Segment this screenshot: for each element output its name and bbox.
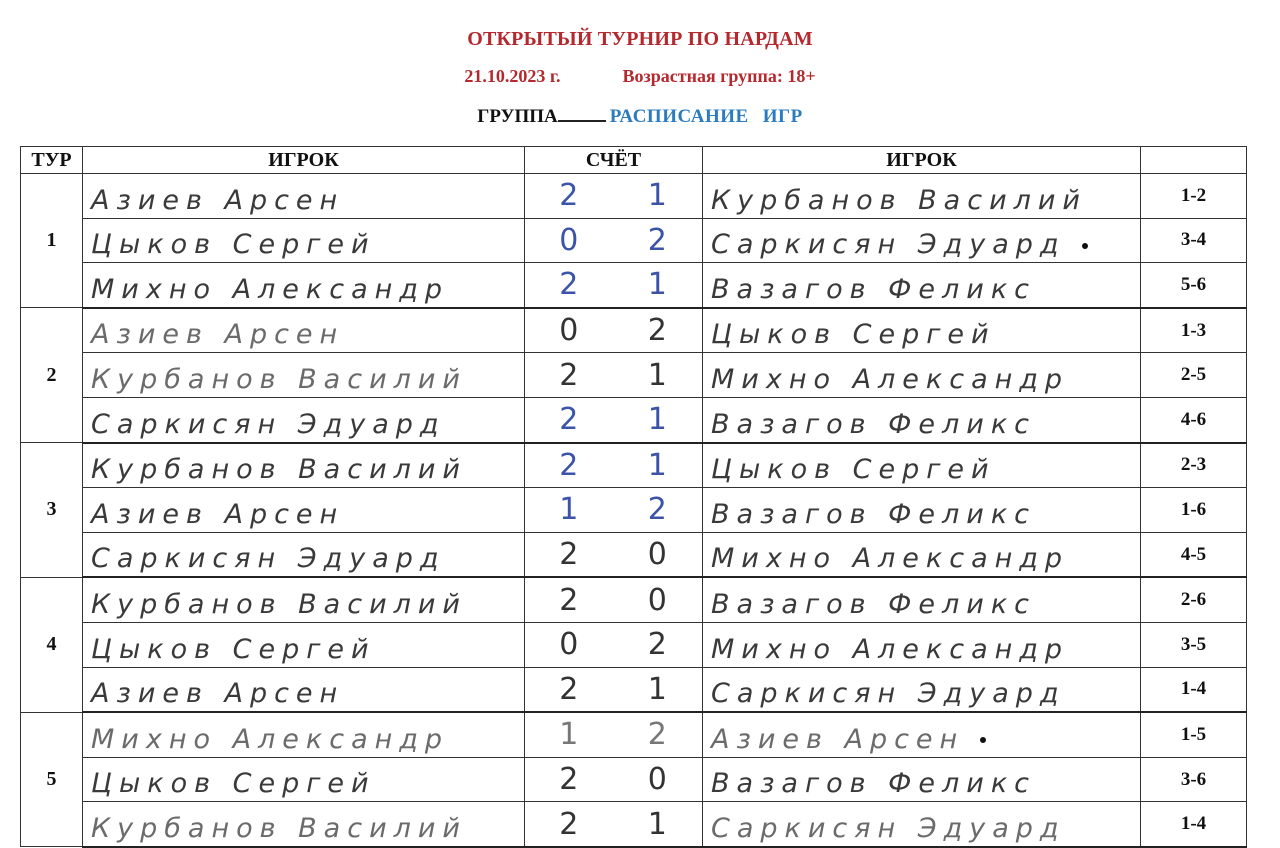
player2-name-text: Михно Александр	[711, 363, 1070, 395]
player2-name	[703, 174, 1141, 219]
player2-name	[703, 667, 1141, 712]
schedule-word-2: ИГР	[762, 106, 803, 127]
player1-name: Саркисян Эдуард	[83, 397, 525, 442]
table-row	[21, 308, 1247, 353]
tour-number: 4	[21, 577, 83, 712]
score-player1: 1	[525, 712, 613, 757]
player2-name-text: Саркисян Эдуард	[711, 678, 1066, 710]
table-row	[21, 667, 1247, 712]
score-player2: 0	[613, 577, 703, 622]
player2-name-text: Цыков Сергей	[711, 454, 996, 486]
score-player1: 0	[525, 218, 613, 263]
player1-name: Михно Александр	[83, 712, 525, 757]
score-player2: 0	[613, 757, 703, 802]
score-player2: 2	[613, 488, 703, 533]
player2-name	[703, 757, 1141, 802]
player1-name: Саркисян Эдуард	[83, 532, 525, 577]
player2-name	[703, 532, 1141, 577]
table-row	[21, 802, 1247, 847]
table-row	[21, 353, 1247, 398]
group-blank-line	[558, 104, 606, 122]
table-row	[21, 397, 1247, 442]
score-player1: 2	[525, 174, 613, 219]
player1-name: Цыков Сергей	[83, 218, 525, 263]
schedule-table	[20, 146, 1247, 848]
score-player1: 2	[525, 757, 613, 802]
player2-name	[703, 802, 1141, 847]
table-row	[21, 757, 1247, 802]
pair-code: 4-5	[1141, 532, 1247, 577]
tour-number: 2	[21, 308, 83, 443]
pair-code: 1-3	[1141, 308, 1247, 353]
player2-name	[703, 712, 1141, 757]
schedule-word-1: РАСПИСАНИЕ	[609, 106, 749, 127]
score-player1: 2	[525, 667, 613, 712]
player2-name	[703, 308, 1141, 353]
player2-name-text: Вазагов Феликс	[711, 408, 1036, 440]
schedule-heading	[610, 106, 803, 127]
score-player1: 0	[525, 622, 613, 667]
table-header-row	[21, 147, 1247, 174]
player2-name	[703, 622, 1141, 667]
pair-code: 1-5	[1141, 712, 1247, 757]
player2-name-text: Вазагов Феликс	[711, 498, 1036, 530]
score-player1: 2	[525, 577, 613, 622]
pair-code: 3-4	[1141, 218, 1247, 263]
pair-code: 3-5	[1141, 622, 1247, 667]
col-player1-header: ИГРОК	[83, 147, 525, 174]
pair-code: 3-6	[1141, 757, 1247, 802]
score-player2: 0	[613, 532, 703, 577]
score-player2: 2	[613, 218, 703, 263]
score-player1: 2	[525, 397, 613, 442]
player2-name	[703, 488, 1141, 533]
table-row	[21, 577, 1247, 622]
score-player2: 1	[613, 174, 703, 219]
table-row	[21, 443, 1247, 488]
table-row	[21, 622, 1247, 667]
table-row	[21, 488, 1247, 533]
table-row	[21, 532, 1247, 577]
tour-number: 5	[21, 712, 83, 847]
player1-name: Азиев Арсен	[83, 308, 525, 353]
player2-name	[703, 577, 1141, 622]
player2-name	[703, 218, 1141, 263]
pair-code: 2-3	[1141, 443, 1247, 488]
score-player1: 2	[525, 263, 613, 308]
pair-code: 4-6	[1141, 397, 1247, 442]
player2-name-text: Саркисян Эдуард	[711, 229, 1066, 261]
player2-name-text: Вазагов Феликс	[711, 588, 1036, 620]
col-pair-header	[1141, 147, 1247, 174]
pair-code: 1-4	[1141, 667, 1247, 712]
tournament-date: 21.10.2023 г.	[464, 66, 561, 86]
player2-name-text: Саркисян Эдуард	[711, 812, 1066, 844]
group-schedule-line	[0, 104, 1280, 128]
player1-name: Цыков Сергей	[83, 622, 525, 667]
table-row	[21, 712, 1247, 757]
player1-name: Курбанов Василий	[83, 577, 525, 622]
player1-name: Курбанов Василий	[83, 443, 525, 488]
tour-number: 3	[21, 443, 83, 578]
col-player2-header: ИГРОК	[703, 147, 1141, 174]
score-player2: 1	[613, 397, 703, 442]
score-player2: 1	[613, 443, 703, 488]
score-player1: 2	[525, 353, 613, 398]
col-tour-header: ТУР	[21, 147, 83, 174]
table-row	[21, 174, 1247, 219]
player1-name: Азиев Арсен	[83, 488, 525, 533]
group-label: ГРУППА	[477, 106, 558, 127]
player2-name-text: Михно Александр	[711, 543, 1070, 575]
score-player1: 2	[525, 532, 613, 577]
player1-name: Михно Александр	[83, 263, 525, 308]
age-group: Возрастная группа: 18+	[622, 66, 816, 86]
score-player2: 2	[613, 308, 703, 353]
score-player1: 0	[525, 308, 613, 353]
score-player2: 1	[613, 263, 703, 308]
score-player2: 2	[613, 622, 703, 667]
tour-number: 1	[21, 174, 83, 308]
player2-name-text: Азиев Арсен	[711, 723, 965, 755]
score-player1: 2	[525, 802, 613, 847]
player2-name	[703, 397, 1141, 442]
player1-name: Азиев Арсен	[83, 174, 525, 219]
pair-code: 1-2	[1141, 174, 1247, 219]
score-player1: 2	[525, 443, 613, 488]
player2-name-text: Вазагов Феликс	[711, 273, 1036, 305]
player2-name	[703, 443, 1141, 488]
pair-code: 1-6	[1141, 488, 1247, 533]
ink-dot	[980, 737, 986, 743]
score-player1: 1	[525, 488, 613, 533]
schedule-body	[21, 174, 1247, 847]
player2-name	[703, 353, 1141, 398]
table-row	[21, 263, 1247, 308]
player2-name-text: Цыков Сергей	[711, 319, 996, 351]
score-player2: 1	[613, 667, 703, 712]
date-age-line	[0, 66, 1280, 87]
player1-name: Курбанов Василий	[83, 353, 525, 398]
score-player2: 2	[613, 712, 703, 757]
ink-dot	[1082, 243, 1088, 249]
pair-code: 2-6	[1141, 577, 1247, 622]
player1-name: Курбанов Василий	[83, 802, 525, 847]
pair-code: 1-4	[1141, 802, 1247, 847]
player1-name: Азиев Арсен	[83, 667, 525, 712]
player1-name: Цыков Сергей	[83, 757, 525, 802]
pair-code: 2-5	[1141, 353, 1247, 398]
player2-name-text: Курбанов Василий	[711, 184, 1087, 216]
col-score-header: СЧЁТ	[525, 147, 703, 174]
player2-name	[703, 263, 1141, 308]
score-player2: 1	[613, 802, 703, 847]
player2-name-text: Михно Александр	[711, 633, 1070, 665]
table-row	[21, 218, 1247, 263]
tournament-title: ОТКРЫТЫЙ ТУРНИР ПО НАРДАМ	[467, 28, 813, 50]
player2-name-text: Вазагов Феликс	[711, 768, 1036, 800]
pair-code: 5-6	[1141, 263, 1247, 308]
score-player2: 1	[613, 353, 703, 398]
